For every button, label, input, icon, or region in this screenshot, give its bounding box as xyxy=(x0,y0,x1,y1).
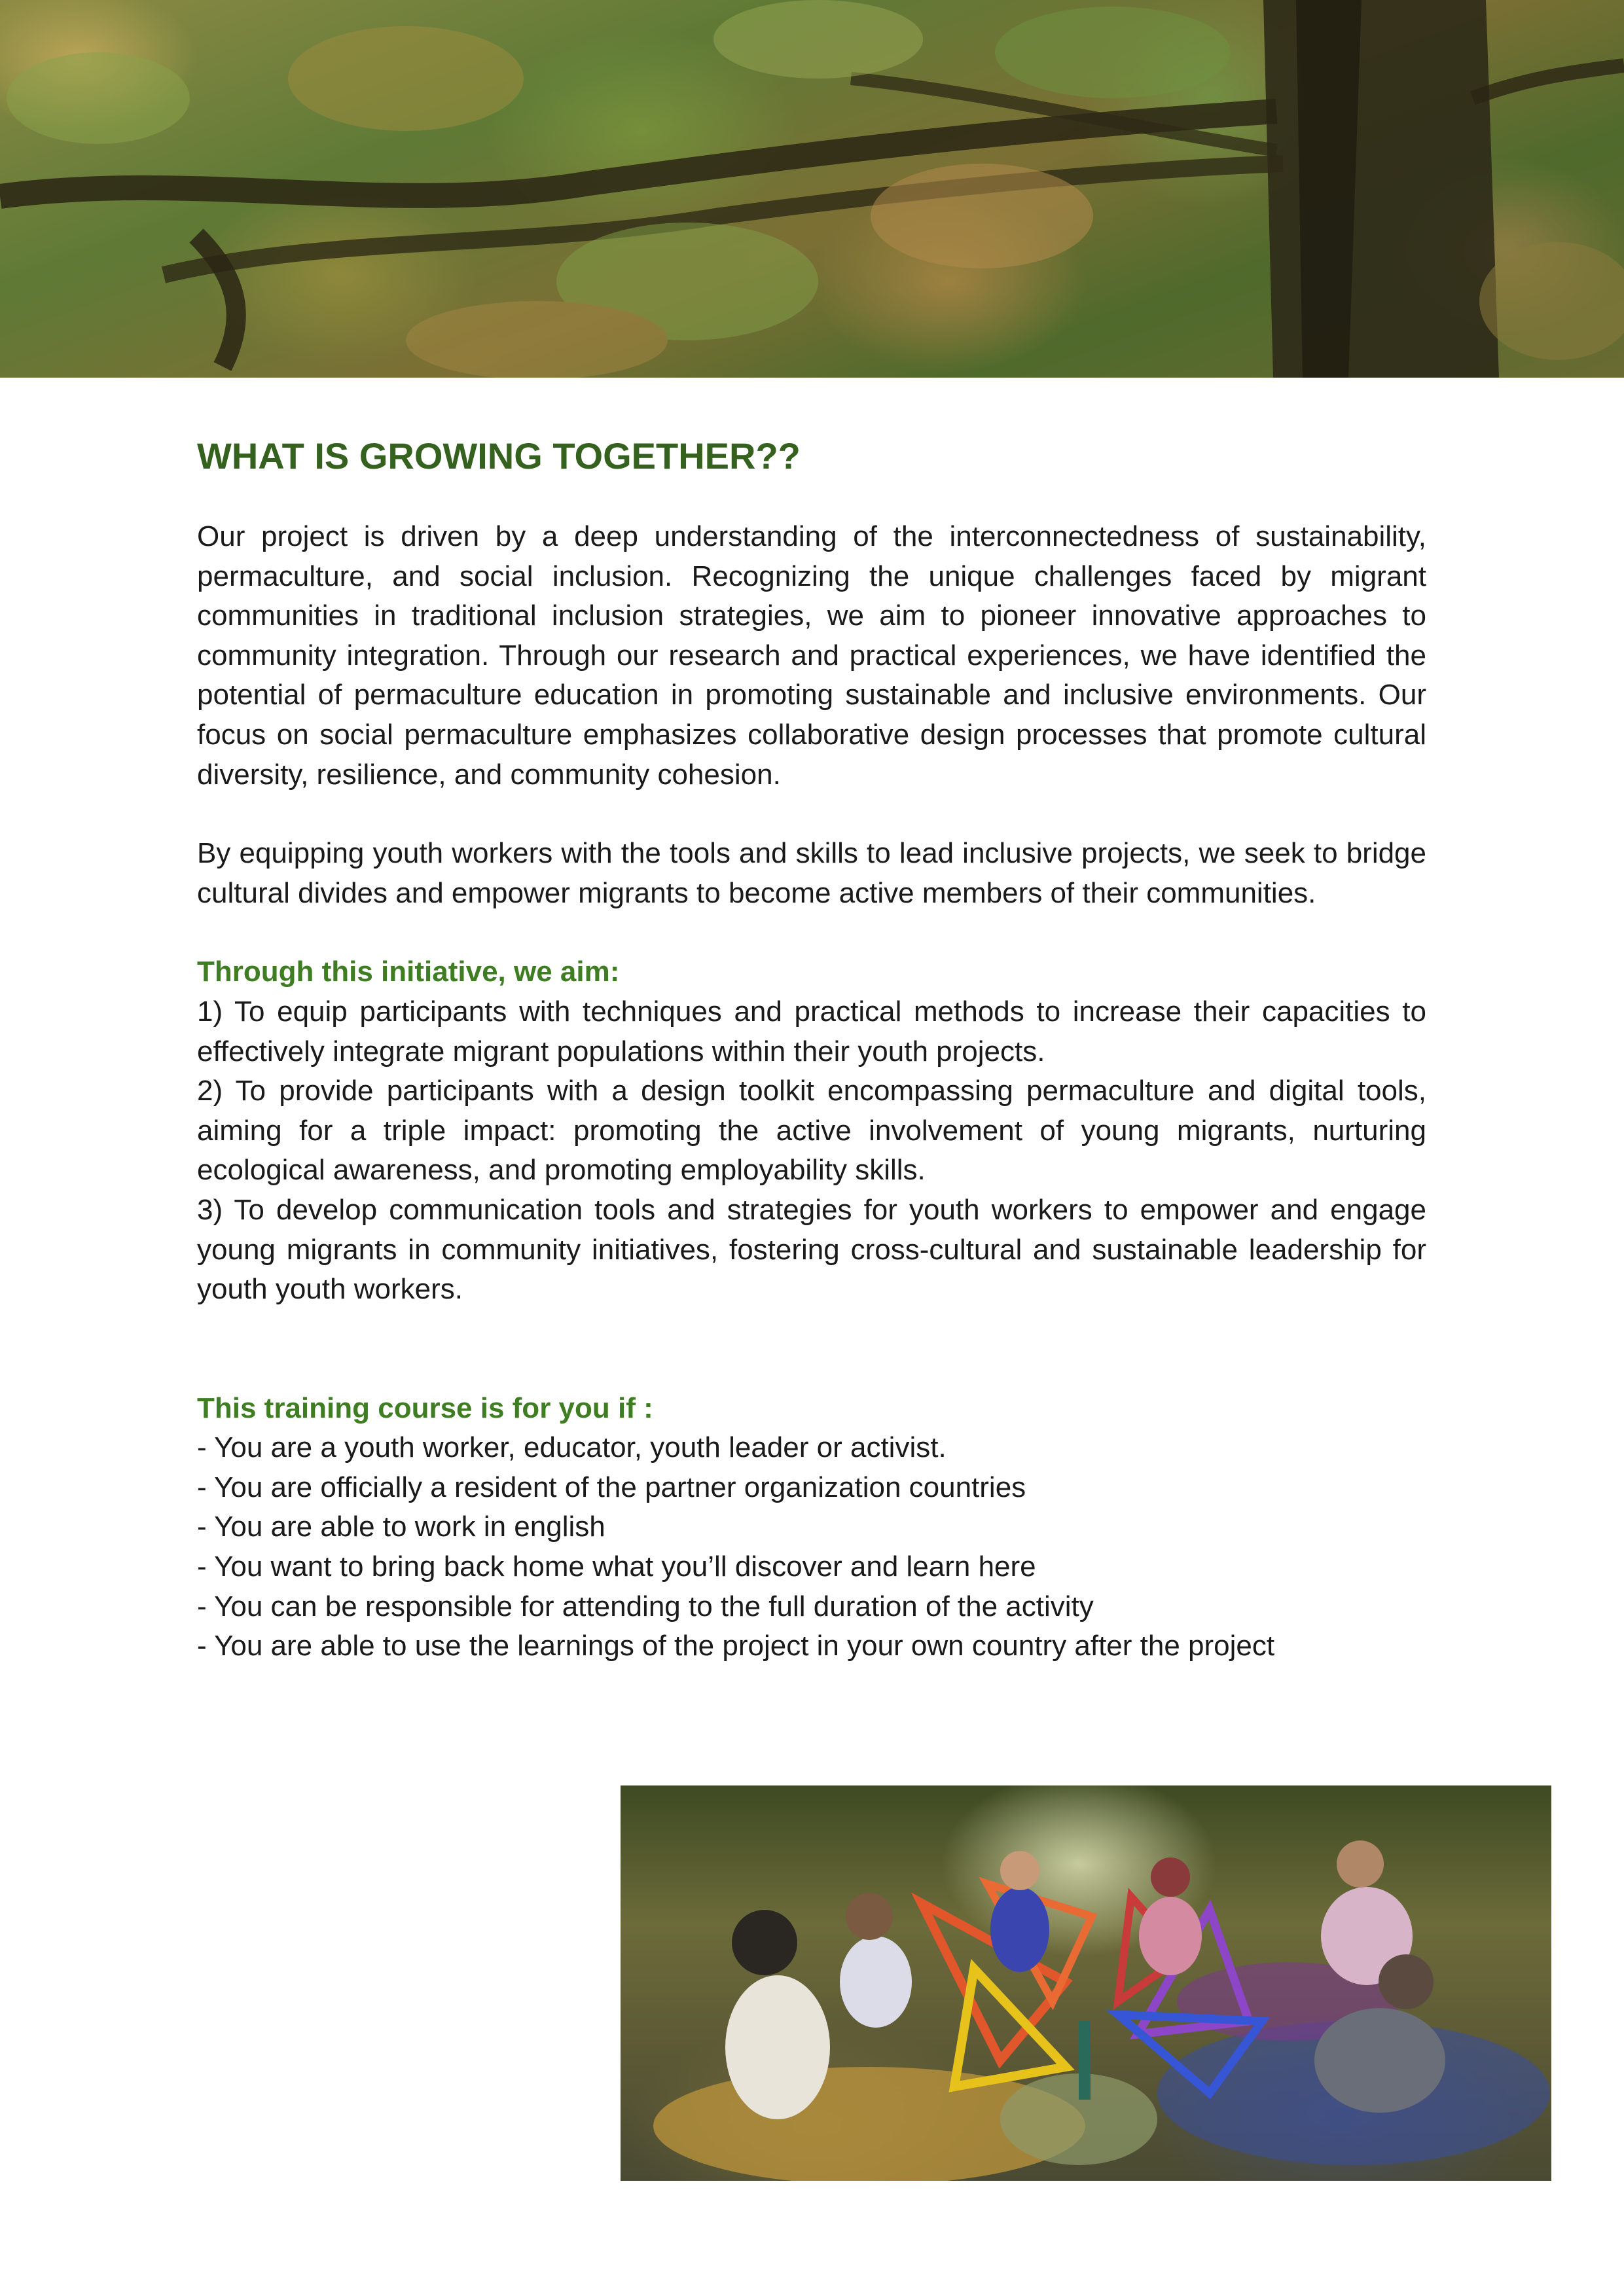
harp-circle-illustration xyxy=(621,1785,1551,2181)
aims-heading: Through this initiative, we aim: xyxy=(197,956,620,988)
main-content xyxy=(197,432,1426,1666)
header-tree-photo xyxy=(0,0,1624,378)
audience-list xyxy=(197,1428,1426,1666)
tree-canopy-illustration xyxy=(0,0,1624,378)
aim-item: 3) To develop communication tools and strategies for youth workers to empower and engage young migrants in community initiatives, fostering cross-cultural and sustainable leadership for youth youth workers. xyxy=(197,1193,1426,1306)
audience-item: - You are a youth worker, educator, youth leader or activist. xyxy=(197,1431,947,1464)
audience-item: - You can be responsible for attending to the full duration of the activity xyxy=(197,1590,1094,1623)
audience-item: - You are officially a resident of the partner organization countries xyxy=(197,1471,1026,1503)
harp-circle-photo xyxy=(621,1785,1551,2181)
audience-heading: This training course is for you if : xyxy=(197,1391,653,1424)
page-title: WHAT IS GROWING TOGETHER?? xyxy=(197,435,801,476)
mission-paragraph: By equipping youth workers with the tools and skills to lead inclusive projects, we seek to bridge cultural divides and empower migrants to become active members of their communities. xyxy=(197,837,1426,909)
audience-item: - You want to bring back home what you’ll discover and learn here xyxy=(197,1551,1036,1583)
intro-paragraph: Our project is driven by a deep understanding of the interconnectedness of sustainability, permaculture, and social inclusion. Recognizing the unique challenges faced by migrant communities in traditional inclusion strategies, we aim to pioneer innovative approaches to community integration. Through our research and practical experiences, we have identified the potential of permaculture education in promoting sustainable and inclusive environments. Our focus on social permaculture emphasizes collaborative design processes that promote cultural diversity, resilience, and community cohesion. xyxy=(197,520,1426,791)
audience-item: - You are able to use the learnings of the project in your own country after the project xyxy=(197,1630,1275,1662)
aims-list xyxy=(197,992,1426,1310)
audience-item: - You are able to work in english xyxy=(197,1511,605,1543)
aim-item: 1) To equip participants with techniques and practical methods to increase their capacities to effectively integrate migrant populations within their youth projects. xyxy=(197,995,1426,1067)
aim-item: 2) To provide participants with a design toolkit encompassing permaculture and digital tools, aiming for a triple impact: promoting the active involvement of young migrants, nurturing ecological awareness, and promoting employability skills. xyxy=(197,1075,1426,1187)
